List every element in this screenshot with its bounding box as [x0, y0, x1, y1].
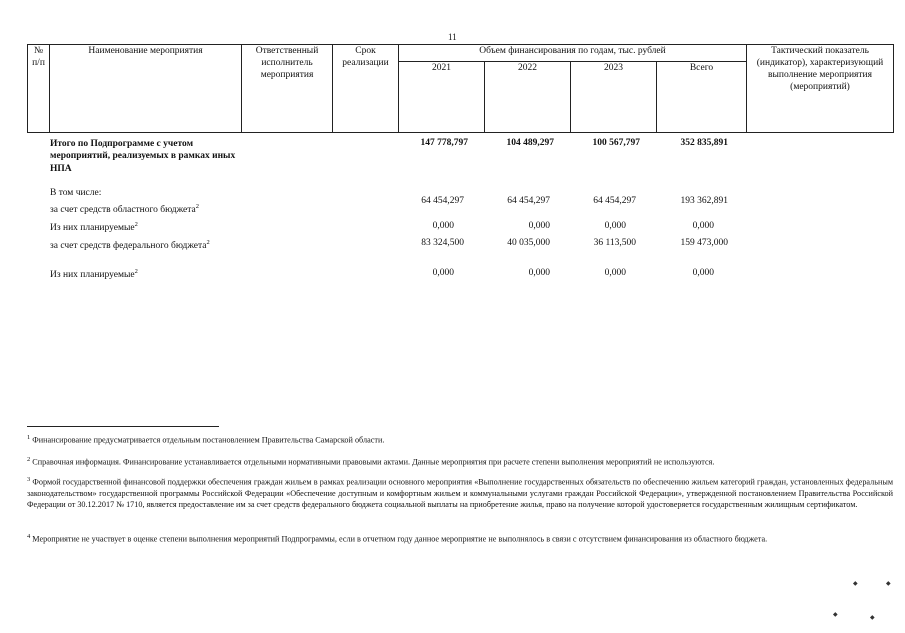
page-number: 11 [448, 32, 457, 42]
planned1-2023: 0,000 [604, 221, 626, 231]
planned2-total: 0,000 [692, 268, 714, 278]
planned2-2021: 0,000 [432, 268, 454, 278]
total-row-label: Итого по Подпрограмме с учетом мероприятий, реализуемых в рамках иных НПА [50, 139, 236, 174]
planned-label-1: Из них планируемые$^2$ [50, 221, 138, 234]
scan-speck: ◆ [853, 581, 858, 587]
header-funding: Объем финансирования по годам, тыс. рублей [399, 45, 747, 62]
planned1-2021: 0,000 [432, 221, 454, 231]
regional-total: 193 362,891 [680, 196, 728, 206]
header-total: Всего [657, 62, 747, 133]
header-executor: Ответственный исполнитель мероприятия [242, 45, 333, 133]
scan-speck: ◆ [870, 615, 875, 621]
regional-2022: 64 454,297 [507, 196, 550, 206]
regional-label: за счет средств областного бюджета$^2$ [50, 203, 199, 216]
federal-total: 159 473,000 [680, 238, 728, 248]
header-indicator: Тактический показатель (индикатор), характеризующий выполнение мероприятия (мероприятий) [747, 45, 894, 133]
total-all: 352 835,891 [680, 138, 728, 148]
including-label: В том числе: [50, 188, 102, 198]
header-year-2021: 2021 [399, 62, 485, 133]
header-term: Срок реализации [333, 45, 399, 133]
total-2023: 100 567,797 [592, 138, 640, 148]
total-2021: 147 778,797 [420, 138, 468, 148]
header-year-2022: 2022 [485, 62, 571, 133]
scan-speck: ◆ [886, 581, 891, 587]
federal-label: за счет средств федерального бюджета$^2$ [50, 239, 210, 252]
federal-2023: 36 113,500 [593, 238, 636, 248]
total-2022: 104 489,297 [506, 138, 554, 148]
planned1-total: 0,000 [692, 221, 714, 231]
scan-speck: ◆ [833, 612, 838, 618]
planned-label-2: Из них планируемые$^2$ [50, 268, 138, 281]
federal-2022: 40 035,000 [507, 238, 550, 248]
planned2-2023: 0,000 [604, 268, 626, 278]
regional-2021: 64 454,297 [421, 196, 464, 206]
footnote-1: $^1$ Финансирование предусматривается отдельным постановлением Правительства Самарской области. [27, 434, 385, 445]
regional-2023: 64 454,297 [593, 196, 636, 206]
footnote-3: $^3$ Формой государственной финансовой поддержки обеспечения граждан жильем в рамках реализации основного мероприятия «Выполнение государственных обязательств по обеспечению жильем категорий граждан, установленных федеральным законодательством» государственной программы Российской Федерации «Обеспечение доступным и комфортным жильем и коммунальными услугами граждан Российской Федерации», утвержденной постановлением Правительства Российской Федерации от 30.12.2017 № 1710, является предоставление им за счет средств федерального бюджета социальной выплаты на приобретение жилья, право на получение которой удостоверяется государственным жилищным сертификатом. [27, 476, 894, 509]
planned1-2022: 0,000 [528, 221, 550, 231]
footnote-4: $^4$ Мероприятие не участвует в оценке степени выполнения мероприятий Подпрограммы, если в отчетном году данное мероприятие не выполнялось в связи с отсутствием финансирования из областного бюджета. [27, 533, 768, 544]
federal-2021: 83 324,500 [421, 238, 464, 248]
header-name: Наименование мероприятия [50, 45, 242, 133]
footnote-2: $^2$ Справочная информация. Финансирование устанавливается отдельными нормативными правовыми актами. Данные мероприятия при расчете степени выполнения мероприятий не используются. [27, 456, 715, 467]
planned2-2022: 0,000 [528, 268, 550, 278]
footnote-divider [27, 426, 219, 427]
financing-table [27, 44, 894, 133]
header-num: № п/п [28, 45, 50, 133]
header-year-2023: 2023 [571, 62, 657, 133]
